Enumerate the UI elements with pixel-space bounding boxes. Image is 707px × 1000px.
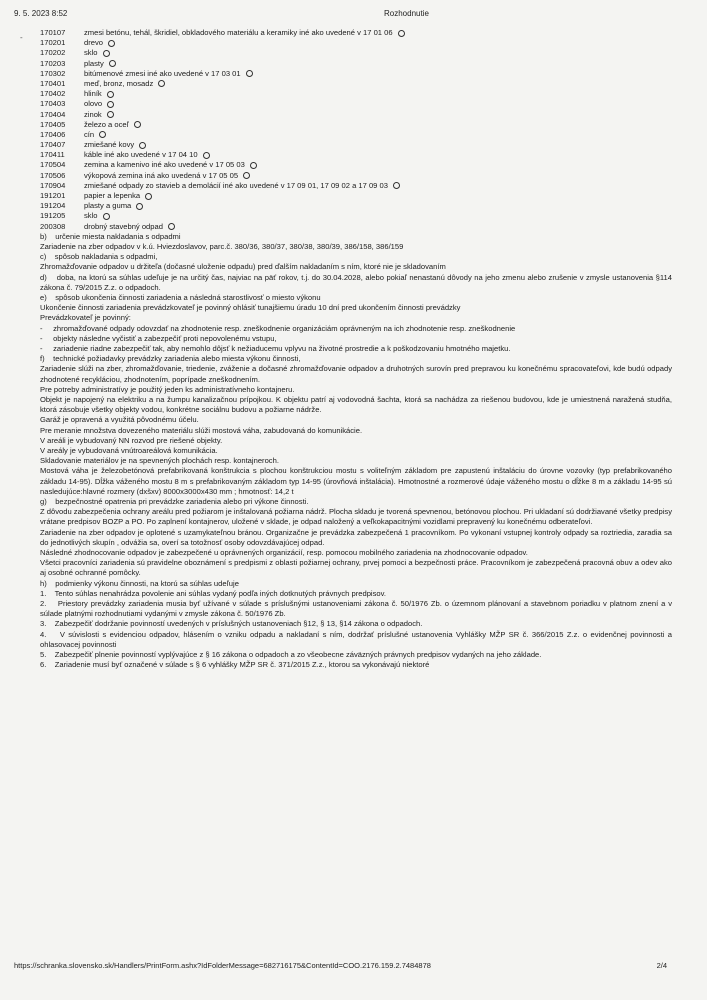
paragraph: Následné zhodnocovanie odpadov je zabezpečené u oprávnených organizácií, resp. pomocou mobilného zariadenia na zhodnocovanie odpadov.	[40, 548, 528, 558]
waste-name: hliník	[84, 89, 102, 99]
waste-code: 191205	[40, 211, 66, 221]
waste-name: výkopová zemina iná ako uvedená v 17 05 05	[84, 170, 239, 180]
footer-url: https://schranka.slovensko.sk/Handlers/PrintForm.ashx?IdFolderMessage=682716175&ContentId=COO.2176.159.2.7484878	[14, 961, 431, 970]
paragraph: Pre meranie množstva dovezeného materiálu slúži mostová váha, zabudovaná do komunikácie.	[40, 425, 363, 435]
paragraph: Ukončenie činnosti zariadenia prevádzkovateľ je povinný ohlásiť tunajšiemu úradu 10 dní pred ukončením činnosti prevádzky	[40, 303, 461, 313]
paragraph: Z dôvodu zabezpečenia ochrany areálu pred požiarom je inštalovaná požiarna nádrž. Plocha skladu je tvorená spevnenou, betónovou plochou. Pri ukladaní sú dodržiavané všetky predpisy vrátane predpisov BOZP a PO. Po zaplnení kontajnerov, uložené v sklade, je odpad naložený a veľkokapacitnými vozidlami prepravený ku konečnému odberateľovi.	[40, 507, 672, 527]
waste-list-item	[40, 222, 672, 232]
paragraph: d) doba, na ktorú sa súhlas udeľuje je na určitý čas, najviac na päť rokov, t.j. do 30.04.2028, alebo pokiaľ nenastanú dôvody na jeho zmenu alebo zrušenie v zmysle ustanovenia §114 zákona č. 79/2015 Z.z. o odpadoch.	[40, 272, 672, 292]
paragraph: h) podmienky výkonu činnosti, na ktorú sa súhlas udeľuje	[40, 578, 239, 588]
paragraph: Zariadenie na zber odpadov v k.ú. Hviezdoslavov, parc.č. 380/36, 380/37, 380/38, 380/39, 386/158, 386/159	[40, 241, 404, 251]
waste-name: olovo	[84, 99, 103, 109]
waste-list-item	[40, 28, 672, 38]
paragraph: 6. Zariadenie musí byť označené v súlade s § 6 vyhlášky MŽP SR č. 371/2015 Z.z., ktorou sa vykonávajú niektoré	[40, 660, 430, 670]
circle-icon	[109, 60, 116, 67]
waste-code: 170506	[40, 170, 66, 180]
paragraph: - objekty následne vyčistiť a zabezpečiť proti nepovolenému vstupu,	[40, 333, 277, 343]
waste-list-item	[40, 201, 672, 211]
circle-icon	[158, 80, 165, 87]
waste-list-item	[40, 48, 672, 58]
circle-icon	[203, 152, 210, 159]
paragraph: Skladovanie materiálov je na spevnených plochách resp. kontajneroch.	[40, 456, 279, 466]
paragraph: 3. Zabezpečiť dodržanie povinností uvedených v príslušných ustanoveniach §12, § 13, §14 zákona o odpadoch.	[40, 619, 423, 629]
waste-name: drevo	[84, 38, 103, 48]
waste-list-item	[40, 181, 672, 191]
waste-name: plasty	[84, 58, 104, 68]
waste-name: káble iné ako uvedené v 17 04 10	[84, 150, 198, 160]
waste-code: 170504	[40, 160, 66, 170]
print-date: 9. 5. 2023 8:52	[14, 9, 68, 18]
paragraph: - zhromažďované odpady odovzdať na zhodnotenie resp. zneškodnenie organizáciám oprávneným na ich zhodnotenie resp. zneškodnenie	[40, 323, 516, 333]
circle-icon	[243, 172, 250, 179]
waste-name: zmesi betónu, tehál, škridiel, obkladového materiálu a keramiky iné ako uvedené v 17 01 06	[84, 28, 393, 37]
waste-code: 191204	[40, 201, 66, 211]
document-title: Rozhodnutie	[384, 9, 429, 18]
paragraph: c) spôsob nakladania s odpadmi,	[40, 252, 158, 262]
waste-name: meď, bronz, mosadz	[84, 78, 154, 88]
waste-list-item	[40, 110, 672, 120]
paragraph: Garáž je opravená a využitá pôvodnému účelu.	[40, 415, 199, 425]
waste-code-list	[40, 28, 672, 232]
paragraph: Mostová váha je železobetónová prefabrikovaná konštrukcia s plochou konštrukciou mostu s voliteľným základom pre zapustenú inštaláciu do úrovne vozovky (typ prefabrikovaného základu 14-95). Dĺžka váženého mostu 8 m s prefabrikovaným základom typ 14-95 (úrovňová inštalácia). Hmotnostné a rozmerové údaje váženého mostu o dĺžke 8 m a základu 14-95 sú nasledujúce:hlavné rozmery (dxšxv) 8000x3000x430 mm ; hmotnosť: 14,2 t	[40, 466, 672, 496]
margin-mark: -	[20, 33, 23, 42]
waste-list-item	[40, 140, 672, 150]
circle-icon	[168, 223, 175, 230]
circle-icon	[139, 142, 146, 149]
paragraph: Objekt je napojený na elektriku a na žumpu kanalizačnou prípojkou. K objektu patrí aj vodovodná šachta, ktorá sa nachádza za riešenou budovou, kde je umiestnená naražená studňa, ktorá zásobuje všetky objekty vodou, konkrétne sociálnu budovu a požiarne nádrže.	[40, 395, 672, 415]
circle-icon	[107, 101, 114, 108]
circle-icon	[107, 91, 114, 98]
waste-code: 170403	[40, 99, 66, 109]
waste-name: zinok	[84, 109, 102, 119]
waste-list-item	[40, 38, 672, 48]
waste-code: 170203	[40, 58, 66, 68]
waste-name: zemina a kamenivo iné ako uvedené v 17 05 03	[84, 160, 245, 170]
paragraph: b) určenie miesta nakladania s odpadmi	[40, 231, 181, 241]
waste-list-item	[40, 150, 672, 160]
waste-code: 170107	[40, 28, 66, 37]
waste-list-item	[40, 160, 672, 170]
waste-list-item	[40, 89, 672, 99]
waste-code: 170407	[40, 140, 66, 150]
circle-icon	[398, 30, 405, 37]
paragraph: Zhromažďovanie odpadov u držiteľa (dočasné uloženie odpadu) pred ďalším nakladaním s ním, ktoré nie je skladovaním	[40, 262, 446, 272]
waste-code: 170405	[40, 119, 66, 129]
waste-list-item	[40, 211, 672, 221]
waste-name: železo a oceľ	[84, 119, 129, 129]
waste-name: sklo	[84, 211, 98, 221]
circle-icon	[103, 50, 110, 57]
paragraph: Prevádzkovateľ je povinný:	[40, 313, 131, 323]
waste-name: sklo	[84, 48, 98, 58]
circle-icon	[246, 70, 253, 77]
paragraph: Všetci pracovníci zariadenia sú pravidelne oboznámení s predpismi z oblasti požiarnej ochrany, prvej pomoci a bezpečnosti práce. Pracovníkom je zabezpečená pracovná obuv a odev ako aj osobné ochranné pomôcky.	[40, 558, 672, 578]
circle-icon	[250, 162, 257, 169]
waste-list-item	[40, 69, 672, 79]
circle-icon	[145, 193, 152, 200]
paragraphs	[40, 232, 672, 671]
waste-code: 170302	[40, 68, 66, 78]
waste-name: plasty a guma	[84, 201, 132, 211]
waste-name: bitúmenové zmesi iné ako uvedené v 17 03 01	[84, 68, 241, 78]
paragraph: 4. V súvislosti s evidenciou odpadov, hlásením o vzniku odpadu a nakladaní s ním, dodržať príslušné ustanovenia Vyhlášky MŽP SR č. 366/2015 Z.z. o evidenčnej povinnosti a ohlasovacej povinnosti	[40, 629, 672, 649]
paragraph: 1. Tento súhlas nenahrádza povolenie ani súhlas vydaný podľa iných dotknutých právnych predpisov.	[40, 588, 386, 598]
waste-list-item	[40, 59, 672, 69]
waste-name: papier a lepenka	[84, 191, 141, 200]
page-number: 2/4	[656, 961, 667, 970]
paragraph: V areáli je vybudovaný NN rozvod pre riešené objekty.	[40, 435, 223, 445]
paragraph: Zariadenie na zber odpadov je oplotené s uzamykateľnou bránou. Organizačne je prevádzka zabezpečená 1 pracovníkom. Po vykonaní vstupnej kontroly odpady sa roztriedia, zaradia sa do jednotlivých skupín , odvážia sa, overí sa totožnosť osoby odovzdávajúcej odpad.	[40, 527, 672, 547]
paragraph: Pre potreby administratívy je použitý jeden ks administratívneho kontajneru.	[40, 384, 295, 394]
waste-list-item	[40, 191, 672, 201]
waste-code: 191201	[40, 191, 66, 200]
document-body	[40, 28, 672, 670]
waste-code: 200308	[40, 221, 66, 231]
circle-icon	[393, 182, 400, 189]
circle-icon	[107, 111, 114, 118]
circle-icon	[136, 203, 143, 210]
waste-code: 170406	[40, 129, 66, 139]
paragraph: 2. Priestory prevádzky zariadenia musia byť užívané v súlade s príslušnými ustanoveniami zákona č. 50/1976 Zb. o územnom plánovaní a stavebnom poriadku v platnom znení a v súlade platnými rozhodnutiami vydanými v zmysle zákona č. 50/1976 Zb.	[40, 599, 672, 619]
waste-code: 170401	[40, 78, 66, 88]
waste-code: 170404	[40, 109, 66, 119]
circle-icon	[108, 40, 115, 47]
paragraph: 5. Zabezpečiť plnenie povinností vyplývajúce z § 16 zákona o odpadoch a zo všeobecne záväzných právnych predpisov vydaných na jeho základe.	[40, 650, 542, 660]
circle-icon	[134, 121, 141, 128]
paragraph: Zariadenie slúži na zber, zhromažďovanie, triedenie, zváženie a dočasné zhromažďovanie odpadov a druhotných surovín pred prepravou ku konečnému spracovateľovi, kde budú odpady zhodnotené recykláciou, zhodnotením, poprípade zneškodnením.	[40, 364, 672, 384]
waste-list-item	[40, 130, 672, 140]
waste-code: 170402	[40, 89, 66, 99]
waste-code: 170904	[40, 180, 66, 190]
waste-list-item	[40, 120, 672, 130]
waste-name: cín	[84, 129, 95, 139]
circle-icon	[103, 213, 110, 220]
waste-list-item	[40, 171, 672, 181]
circle-icon	[99, 131, 106, 138]
waste-list-item	[40, 79, 672, 89]
waste-code: 170202	[40, 48, 66, 58]
waste-name: zmiešané odpady zo stavieb a demolácií iné ako uvedené v 17 09 01, 17 09 02 a 17 09 03	[84, 180, 388, 190]
waste-list-item	[40, 99, 672, 109]
paragraph: e) spôsob ukončenia činnosti zariadenia a následná starostlivosť o miesto výkonu	[40, 292, 321, 302]
waste-code: 170201	[40, 38, 66, 48]
paragraph: g) bezpečnostné opatrenia pri prevádzke zariadenia alebo pri výkone činnosti.	[40, 497, 309, 507]
paragraph: f) technické požiadavky prevádzky zariadenia alebo miesta výkonu činnosti,	[40, 354, 301, 364]
print-header	[14, 9, 693, 21]
paragraph: - zariadenie riadne zabezpečiť tak, aby nemohlo dôjsť k nežiaducemu vplyvu na životné prostredie a k poškodzovaniu hmotného majetku.	[40, 343, 511, 353]
waste-name: drobný stavebný odpad	[84, 221, 163, 231]
paragraph: V areály je vybudovaná vnútroareálová komunikácia.	[40, 446, 218, 456]
waste-code: 170411	[40, 150, 65, 160]
waste-name: zmiešané kovy	[84, 140, 135, 150]
